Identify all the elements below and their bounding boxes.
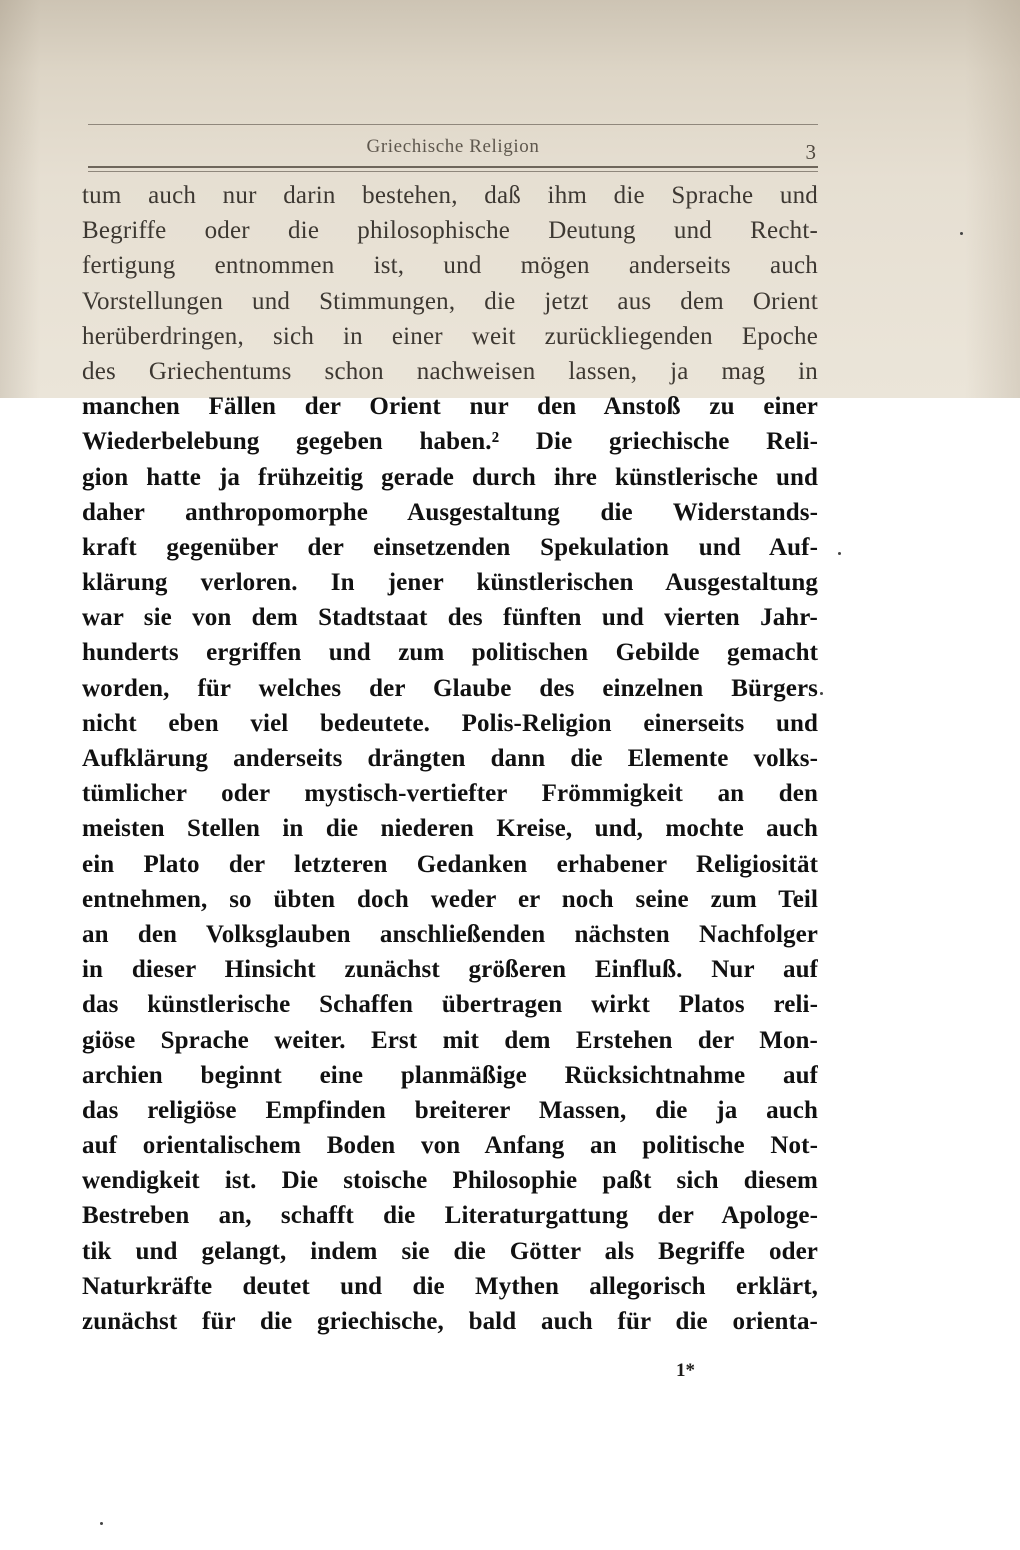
- body-text: [82, 178, 818, 1339]
- text-line: Bestreben an, schafft die Literaturgattung der Apologe-: [82, 1202, 818, 1230]
- header-rule-double-thin: [88, 171, 818, 172]
- running-title: Griechische Religion: [366, 136, 540, 157]
- text-line: meisten Stellen in die niederen Kreise, und, mochte auch: [82, 815, 818, 843]
- text-line: worden, für welches der Glaube des einzelnen Bürgers: [82, 674, 818, 702]
- text-line: Wiederbelebung gegeben haben.² Die griechische Reli-: [82, 428, 818, 456]
- text-line: in dieser Hinsicht zunächst größeren Einfluß. Nur auf: [82, 956, 818, 984]
- text-line: fertigung entnommen ist, und mögen anderseits auch: [82, 252, 818, 280]
- running-head: [88, 134, 818, 162]
- header-rule-double: [88, 166, 818, 168]
- text-line: entnehmen, so übten doch weder er noch seine zum Teil: [82, 885, 818, 913]
- text-line: wendigkeit ist. Die stoische Philosophie paßt sich diesem: [82, 1167, 818, 1195]
- text-line: ein Plato der letzteren Gedanken erhabener Religiosität: [82, 850, 818, 878]
- scan-speck: [100, 1522, 103, 1525]
- scan-speck: [820, 692, 823, 695]
- header-rule-top: [88, 124, 818, 125]
- page-number: 3: [805, 140, 816, 164]
- signature-mark: 1*: [676, 1360, 695, 1381]
- scan-speck: [838, 552, 841, 555]
- text-line: giöse Sprache weiter. Erst mit dem Erstehen der Mon-: [82, 1026, 818, 1054]
- text-line: tik und gelangt, indem sie die Götter als Begriffe oder: [82, 1237, 818, 1265]
- text-line: nicht eben viel bedeutete. Polis-Religion einerseits und: [82, 709, 818, 737]
- text-line: des Griechentums schon nachweisen lassen, ja mag in: [82, 357, 818, 385]
- text-line: herüberdringen, sich in einer weit zurückliegenden Epoche: [82, 322, 818, 350]
- text-line: war sie von dem Stadtstaat des fünften und vierten Jahr-: [82, 604, 818, 632]
- text-line: archien beginnt eine planmäßige Rücksichtnahme auf: [82, 1061, 818, 1089]
- text-line: das religiöse Empfinden breiterer Massen, die ja auch: [82, 1096, 818, 1124]
- text-line: Aufklärung anderseits drängten dann die Elemente volks-: [82, 745, 818, 772]
- text-line: klärung verloren. In jener künstlerischen Ausgestaltung: [82, 569, 818, 597]
- text-line: Begriffe oder die philosophische Deutung und Recht-: [82, 217, 818, 245]
- text-line: tümlicher oder mystisch-vertiefter Frömmigkeit an den: [82, 780, 818, 808]
- text-line: daher anthropomorphe Ausgestaltung die Widerstands-: [82, 498, 818, 526]
- text-line: Naturkräfte deutet und die Mythen allegorisch erklärt,: [82, 1272, 818, 1300]
- text-line: zunächst für die griechische, bald auch für die orienta-: [82, 1308, 818, 1335]
- scan-speck: [960, 232, 963, 235]
- text-line: tum auch nur darin bestehen, daß ihm die Sprache und: [82, 182, 818, 209]
- text-line: das künstlerische Schaffen übertragen wirkt Platos reli-: [82, 991, 818, 1019]
- text-line: manchen Fällen der Orient nur den Anstoß zu einer: [82, 393, 818, 421]
- text-line: hunderts ergriffen und zum politischen Gebilde gemacht: [82, 639, 818, 667]
- text-line: auf orientalischem Boden von Anfang an politische Not-: [82, 1132, 818, 1160]
- text-line: kraft gegenüber der einsetzenden Spekulation und Auf-: [82, 533, 818, 561]
- text-line: gion hatte ja frühzeitig gerade durch ihre künstlerische und: [82, 463, 818, 491]
- text-line: an den Volksglauben anschließenden nächsten Nachfolger: [82, 920, 818, 948]
- text-line: Vorstellungen und Stimmungen, die jetzt aus dem Orient: [82, 287, 818, 315]
